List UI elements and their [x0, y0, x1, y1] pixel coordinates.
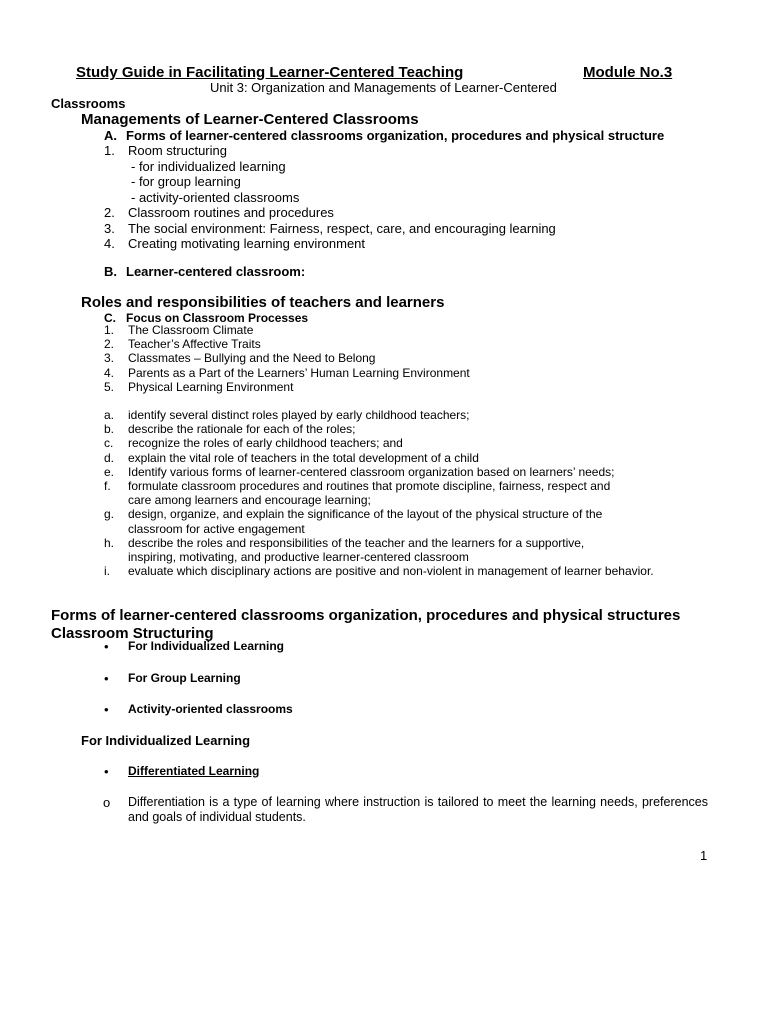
objective-item-marker: h.: [104, 535, 115, 550]
process-item: [104, 379, 294, 394]
objective-item: [104, 422, 356, 437]
objective-item-text: Identify various forms of learner-centered classroom organization based on learners’ needs;: [128, 464, 615, 479]
section1-item: [104, 205, 334, 220]
subsection-c-marker: C.: [104, 311, 116, 325]
subsection-a-marker: A.: [104, 128, 117, 143]
objective-item: [104, 436, 403, 451]
unit-title-continued: Classrooms: [51, 96, 126, 111]
unit-title: Unit 3: Organization and Managements of Learner-Centered: [210, 80, 557, 95]
objective-item: [104, 564, 654, 579]
objective-item-marker: c.: [104, 436, 114, 451]
section1-item-text: Creating motivating learning environment: [128, 236, 366, 251]
section1-item-text: Classroom routines and procedures: [128, 205, 334, 220]
process-item-text: Classmates – Bullying and the Need to Belong: [128, 351, 376, 366]
section1-item-text: The social environment: Fairness, respect, care, and encouraging learning: [128, 220, 556, 236]
process-item: [104, 351, 376, 366]
section1-item-text: - for group learning: [131, 174, 241, 189]
objective-item-marker: i.: [104, 564, 110, 579]
process-item: [104, 323, 254, 337]
objective-item-text: inspiring, motivating, and productive learner-centered classroom: [128, 550, 469, 564]
objective-item-marker: e.: [104, 464, 115, 479]
process-item-text: Physical Learning Environment: [128, 379, 294, 394]
section1-item-marker: 4.: [104, 236, 115, 251]
objective-item: [104, 464, 615, 479]
objective-item-text: classroom for active engagement: [128, 521, 305, 536]
page-number: 1: [700, 848, 708, 863]
process-item-text: Teacher’s Affective Traits: [128, 337, 261, 352]
objective-item-text: explain the vital role of teachers in the total development of a child: [128, 450, 479, 465]
process-item-marker: 2.: [104, 337, 115, 352]
objective-item-marker: g.: [104, 507, 115, 522]
objective-item: [104, 479, 611, 493]
section1-item: [104, 236, 366, 251]
section1-item-marker: 2.: [104, 205, 115, 220]
header-module: Module No.3: [583, 64, 673, 81]
section1-item-marker: 3.: [104, 220, 115, 236]
objective-item: [104, 507, 603, 522]
bullet-marker: •: [104, 670, 109, 686]
bullet-marker: •: [104, 702, 109, 717]
subsection-c-title: Focus on Classroom Processes: [126, 311, 309, 325]
running-header: [0, 60, 768, 81]
section1-item-text: - activity-oriented classrooms: [131, 189, 300, 205]
structuring-bullet-item: Activity-oriented classrooms: [128, 702, 293, 716]
subsection-b-marker: B.: [104, 264, 117, 279]
differentiation-paragraph: Differentiation is a type of learning where instruction is tailored to meet the learning needs, preferences and goals of individual students.: [128, 795, 708, 824]
differentiated-learning-title: Differentiated Learning: [128, 764, 260, 778]
process-item: [104, 337, 261, 352]
objective-item-text: describe the roles and responsibilities of the teacher and the learners for a supportive,: [128, 535, 585, 550]
objective-item-text: formulate classroom procedures and routines that promote discipline, fairness, respect and: [128, 479, 611, 493]
circle-bullet-marker: o: [103, 795, 111, 810]
section1-item-text: Room structuring: [128, 143, 227, 158]
subsection-b: [104, 264, 306, 279]
individualized-subheading: For Individualized Learning: [81, 733, 251, 748]
subsection-a-title: Forms of learner-centered classrooms organization, procedures and physical structure: [126, 128, 665, 143]
section1-item: [104, 220, 556, 236]
process-item-marker: 4.: [104, 365, 115, 380]
objective-item: [104, 450, 479, 465]
section-forms-heading: Forms of learner-centered classrooms organization, procedures and physical structures: [51, 607, 681, 624]
section-roles-heading: Roles and responsibilities of teachers and learners: [81, 294, 445, 311]
structuring-bullet-item: For Group Learning: [128, 670, 241, 685]
process-item-marker: 3.: [104, 351, 115, 366]
subsection-a: [104, 128, 665, 143]
objective-item-marker: d.: [104, 450, 115, 465]
bullet-marker: •: [104, 764, 109, 779]
objective-item-marker: b.: [104, 422, 115, 437]
process-item-text: Parents as a Part of the Learners’ Human Learning Environment: [128, 365, 470, 380]
process-item-marker: 5.: [104, 379, 115, 394]
objective-item-text: identify several distinct roles played by early childhood teachers;: [128, 408, 470, 422]
objective-item-text: describe the rationale for each of the roles;: [128, 422, 356, 437]
section1-item-marker: 1.: [104, 143, 115, 158]
objective-item-text: evaluate which disciplinary actions are positive and non-violent in management of learner behavior.: [128, 564, 654, 579]
section1-item: [104, 143, 227, 158]
objective-item-marker: f.: [104, 479, 111, 493]
process-item-marker: 1.: [104, 323, 115, 337]
structuring-bullet-item: For Individualized Learning: [128, 639, 285, 653]
section-managements-heading: Managements of Learner-Centered Classrooms: [81, 111, 419, 128]
subsection-b-title: Learner-centered classroom:: [126, 264, 306, 279]
bullet-marker: •: [104, 639, 109, 654]
objective-item-marker: a.: [104, 408, 115, 422]
objective-item: [104, 408, 470, 422]
process-item: [104, 365, 470, 380]
objective-item-text: design, organize, and explain the significance of the layout of the physical structure of the: [128, 507, 603, 522]
objective-item-text: care among learners and encourage learning;: [128, 493, 371, 508]
section1-item-text: - for individualized learning: [131, 158, 286, 174]
process-item-text: The Classroom Climate: [128, 323, 254, 337]
classroom-structuring-heading: Classroom Structuring: [51, 625, 214, 642]
header-title: Study Guide in Facilitating Learner-Centered Teaching: [76, 64, 464, 81]
objective-item-text: recognize the roles of early childhood teachers; and: [128, 436, 403, 451]
objective-item: [104, 535, 585, 550]
